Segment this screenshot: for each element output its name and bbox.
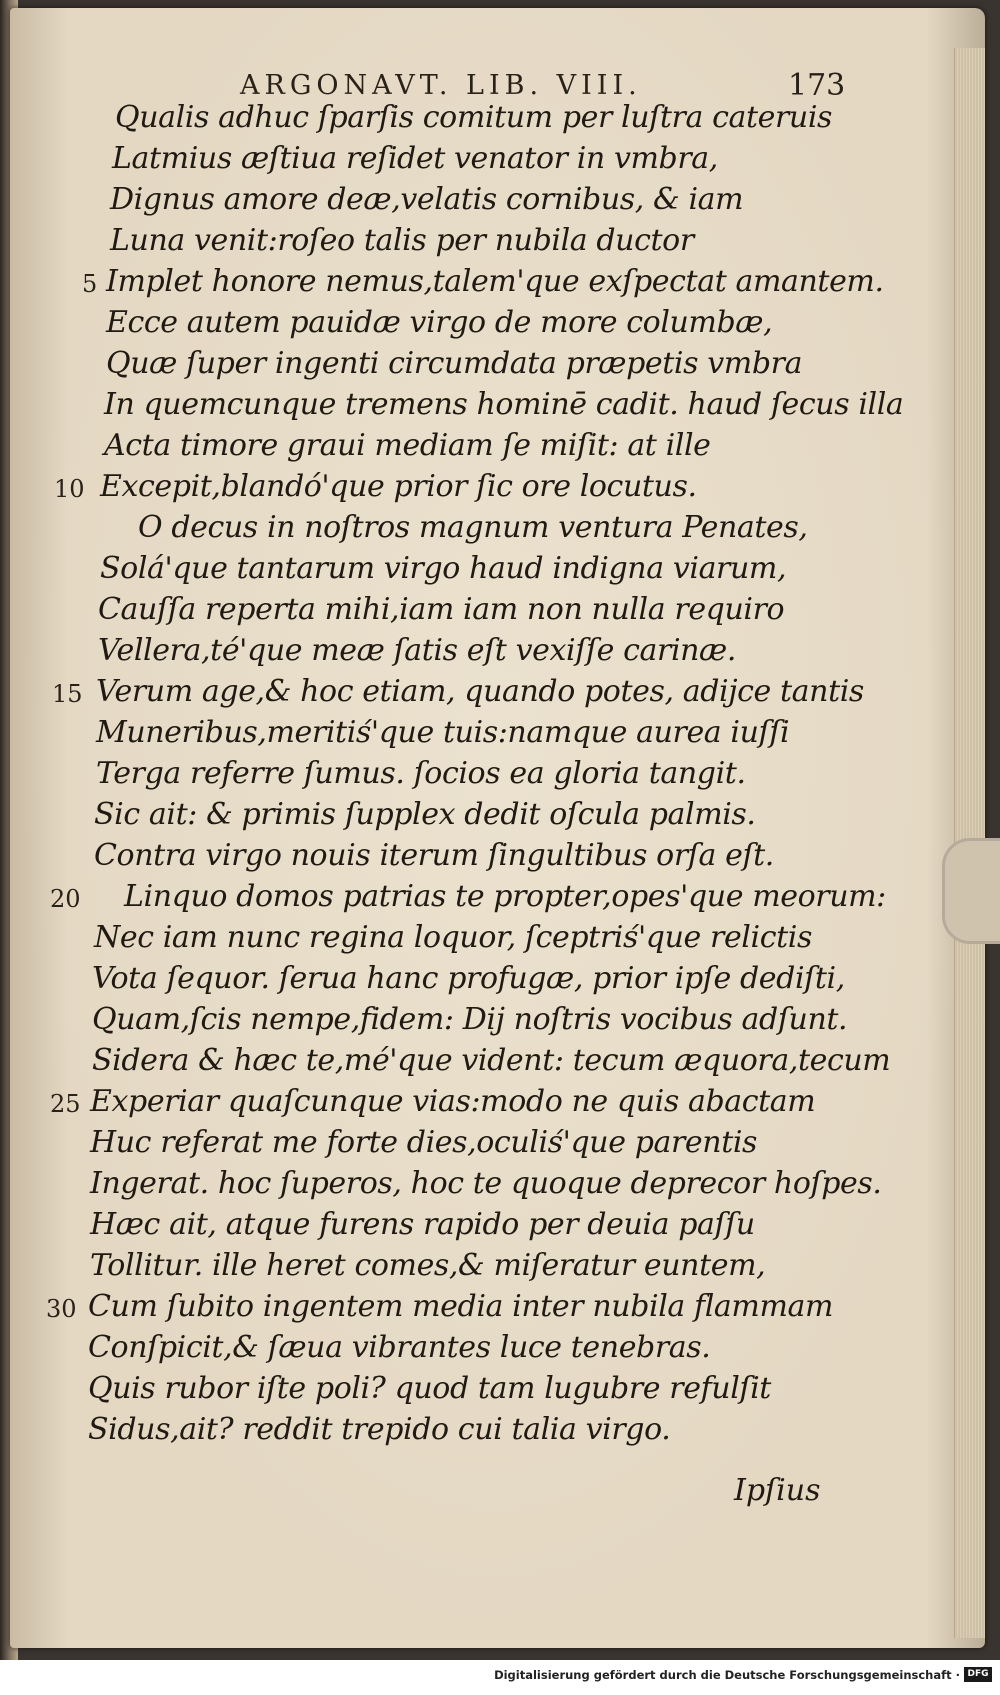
book-page	[10, 8, 985, 1648]
verse-line: Solá'que tantarum virgo haud indigna viarum,	[100, 551, 787, 586]
digitization-footer	[0, 1660, 1000, 1695]
verse-line: Excepit,blandó'que prior ſic ore locutus.	[100, 469, 697, 504]
verse-line: Dignus amore deæ,velatis cornibus, & iam	[110, 182, 744, 217]
verse-line: Quam,ſcis nempe,fidem: Dij noſtris vocibus adſunt.	[92, 1002, 848, 1037]
verse-line: Verum age,& hoc etiam, quando potes, adijce tantis	[96, 674, 864, 709]
line-number: 10	[54, 475, 85, 503]
verse-line: Quis rubor iſte poli? quod tam lugubre refulſit	[88, 1371, 771, 1406]
verse-line: Qualis adhuc ſparſis comitum per luſtra cateruis	[115, 100, 833, 135]
verse-line: Ingerat. hoc ſuperos, hoc te quoque deprecor hoſpes.	[90, 1166, 882, 1201]
verse-line: Vellera,té'que meæ ſatis eſt vexiſſe carinæ.	[98, 633, 736, 668]
verse-line: Linquo domos patrias te propter,opes'que meorum:	[124, 879, 886, 914]
verse-line: Terga referre ſumus. ſocios ea gloria tangit.	[96, 756, 746, 791]
verse-line: Huc referat me forte dies,oculiś'que parentis	[90, 1125, 758, 1160]
line-number: 15	[52, 680, 83, 708]
verse-line: Experiar quaſcunque vias:modo ne quis abactam	[90, 1084, 816, 1119]
dfg-logo-icon: DFG	[964, 1667, 992, 1682]
running-title: ARGONAVT. LIB. VIII.	[240, 70, 642, 101]
catchword: Ipſius	[734, 1473, 821, 1508]
verse-line: Luna venit:roſeo talis per nubila ductor	[110, 223, 694, 258]
verse-line: Cum ſubito ingentem media inter nubila flammam	[88, 1289, 834, 1324]
verse-line: O decus in noſtros magnum ventura Penates,	[138, 510, 808, 545]
verse-line: Latmius æſtiua reſidet venator in vmbra,	[112, 141, 718, 176]
verse-line: Ecce autem pauidæ virgo de more columbæ,	[106, 305, 773, 340]
verse-line: In quemcunque tremens hominē cadit. haud ſecus illa	[104, 387, 904, 422]
verse-line: Contra virgo nouis iterum ſingultibus orſa eſt.	[94, 838, 774, 873]
verse-line: Vota ſequor. ſerua hanc profugæ, prior ipſe dediſti,	[92, 961, 845, 996]
verse-line: Implet honore nemus,talem'que exſpectat amantem.	[106, 264, 884, 299]
verse-line: Nec iam nunc regina loquor, ſceptriś'que relictis	[94, 920, 812, 955]
verse-line: Quæ ſuper ingenti circumdata præpetis vmbra	[106, 346, 803, 381]
verse-line: Sidera & hæc te,mé'que vident: tecum æquora,tecum	[92, 1043, 891, 1078]
verse-line: Muneribus,meritiś'que tuis:namque aurea iuſſi	[96, 715, 790, 750]
verse-line: Acta timore graui mediam ſe miſit: at ille	[104, 428, 711, 463]
binding-clasp	[942, 838, 1000, 944]
verse-line: Hæc ait, atque furens rapido per deuia paſſu	[90, 1207, 755, 1242]
verse-line: Sidus,ait? reddit trepido cui talia virgo.	[88, 1412, 671, 1447]
page-number: 173	[788, 68, 846, 103]
verse-line: Tollitur. ille heret comes,& miſeratur euntem,	[90, 1248, 766, 1283]
line-number: 30	[46, 1295, 77, 1323]
verse-line: Conſpicit,& ſæua vibrantes luce tenebras.	[88, 1330, 711, 1365]
line-number: 20	[50, 885, 81, 913]
funding-credit: Digitalisierung gefördert durch die Deutsche Forschungsgemeinschaft ·	[494, 1668, 960, 1682]
verse-line: Sic ait: & primis ſupplex dedit oſcula palmis.	[94, 797, 756, 832]
line-number: 5	[82, 270, 98, 298]
verse-line: Cauſſa reperta mihi,iam iam non nulla requiro	[98, 592, 785, 627]
line-number: 25	[50, 1090, 81, 1118]
